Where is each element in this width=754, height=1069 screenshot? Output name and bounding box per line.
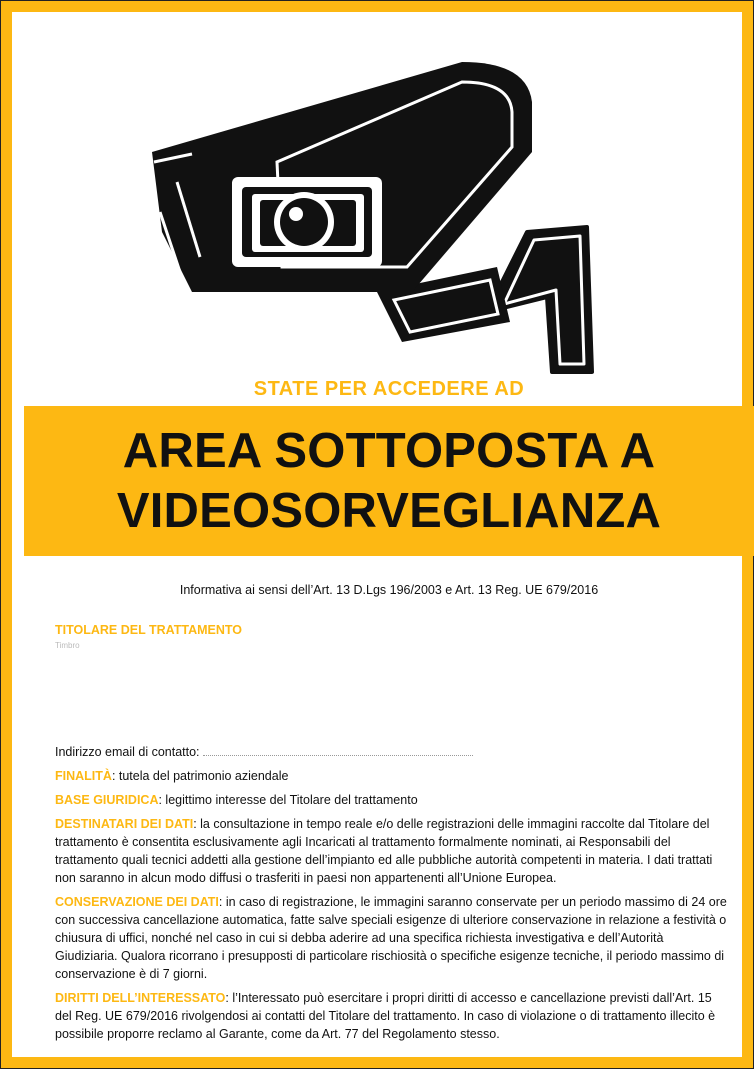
pre-title: STATE PER ACCEDERE AD bbox=[253, 378, 525, 400]
legal-reference: Informativa ai sensi dell’Art. 13 D.Lgs 196/2003 e Art. 13 Reg. UE 679/2016 bbox=[179, 583, 599, 597]
section-key: FINALITÀ bbox=[55, 769, 112, 783]
section-finalita bbox=[55, 767, 727, 785]
section-base-giuridica bbox=[55, 791, 727, 809]
section-text: : la consultazione in tempo reale e/o delle registrazioni delle immagini raccolte dal Titolare del trattamento è consentita esclusivamente agli Incaricati al trattamento formalmente nominati, ai Responsabili del trattamento quali tecnici addetti alla gestione dell’impianto ed alle pubbliche autorità competenti in materia. I dati trattati non saranno in alcun modo diffusi o trasferiti in paesi non appartenenti all’Unione Europea. bbox=[55, 817, 713, 885]
email-fill-line bbox=[203, 744, 473, 756]
controller-title: TITOLARE DEL TRATTAMENTO bbox=[55, 623, 243, 637]
email-label: Indirizzo email di contatto: bbox=[55, 745, 200, 759]
section-text: : legittimo interesse del Titolare del trattamento bbox=[158, 793, 418, 807]
section-text: : l’Interessato può esercitare i propri diritti di accesso e cancellazione previsti dall’Art. 15 del Reg. UE 679/2016 rivolgendosi ai contatti del Titolare del trattamento. In caso di violazione o di trattamento illecito è possibile proporre reclamo al Garante, come da Art. 77 del Regolamento stesso. bbox=[55, 991, 716, 1041]
email-row bbox=[55, 743, 727, 761]
cctv-camera-icon bbox=[132, 42, 612, 382]
title-line-2: VIDEOSORVEGLIANZA bbox=[116, 484, 662, 538]
stamp-label: Timbro bbox=[55, 641, 80, 650]
title-band bbox=[24, 406, 754, 556]
section-text: : tutela del patrimonio aziendale bbox=[111, 769, 289, 783]
section-text: : in caso di registrazione, le immagini saranno conservate per un periodo massimo di 24 ore con successiva cancellazione automatica, fatte salve speciali esigenze di ulteriore conservazione in relazione a festività o chiusura di uffici, nonché nel caso in cui si debba aderire ad una specifica richiesta investigativa e dell’Autorità Giudiziaria. Qualora ricorrano i presupposti di particolare rischiosità o specifiche esigenze tecniche, il periodo massimo di conservazione è di 7 giorni. bbox=[55, 895, 727, 981]
notice-body bbox=[55, 621, 727, 1043]
section-destinatari bbox=[55, 815, 727, 887]
section-key: DESTINATARI DEI DATI bbox=[55, 817, 194, 831]
section-key: CONSERVAZIONE DEI DATI bbox=[55, 895, 219, 909]
section-diritti bbox=[55, 989, 727, 1043]
title-line-1: AREA SOTTOPOSTA A bbox=[122, 424, 656, 478]
section-key: DIRITTI DELL’INTERESSATO bbox=[55, 991, 226, 1005]
section-key: BASE GIURIDICA bbox=[55, 793, 159, 807]
section-conservazione bbox=[55, 893, 727, 983]
